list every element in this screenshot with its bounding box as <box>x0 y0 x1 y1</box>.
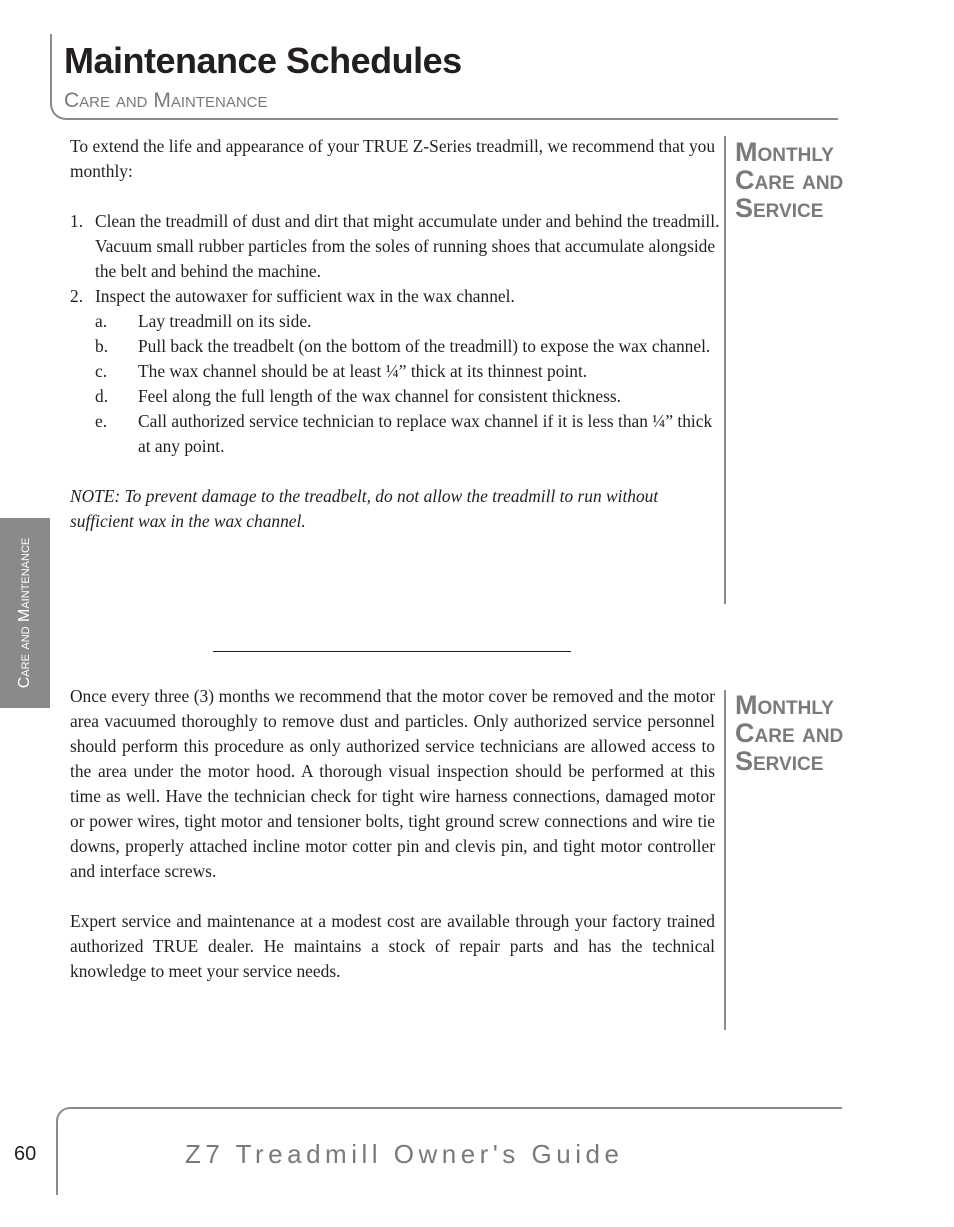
dealer-service-paragraph: Expert service and maintenance at a modest cost are available through your factory trained authorized TRUE dealer. He maintains a stock of repair parts and has the technical knowledge to meet your service needs. <box>70 911 715 981</box>
sub-list-item-text: Feel along the full length of the wax channel for consistent thickness. <box>138 386 621 406</box>
sub-list-item-text: Call authorized service technician to replace wax channel if it is less than ¼” thick at any point. <box>138 411 713 456</box>
footer-guide-title: Z7 Treadmill Owner's Guide <box>185 1139 624 1169</box>
section-monthly-rule <box>724 136 726 604</box>
page-number: 60 <box>14 1143 37 1165</box>
sub-list-item <box>70 359 720 384</box>
list-marker: 1. <box>70 211 84 231</box>
sub-list-marker: a. <box>95 311 108 331</box>
section-divider <box>213 651 571 652</box>
list-item-text: Inspect the autowaxer for sufficient wax in the wax channel. <box>95 286 515 306</box>
sub-list-item-text: Lay treadmill on its side. <box>138 311 312 331</box>
section-quarterly-rule <box>724 690 726 1030</box>
side-tab <box>0 518 50 708</box>
sub-list-marker: b. <box>95 336 109 356</box>
sub-list-item <box>70 384 720 409</box>
list-item-text: Clean the treadmill of dust and dirt that might accumulate under and behind the treadmill. Vacuum small rubber particles from the soles of running shoes that accumulate alongside the belt and behind the machine. <box>95 211 720 281</box>
wax-note: NOTE: To prevent damage to the treadbelt, do not allow the treadmill to run without sufficient wax in the wax channel. <box>70 486 659 531</box>
sub-list-marker: c. <box>95 361 108 381</box>
section-quarterly-body <box>70 684 715 984</box>
sub-list-item <box>70 409 720 459</box>
list-item <box>70 209 720 284</box>
side-tab-label: Care and Maintenance <box>16 537 33 689</box>
section-monthly-heading: Monthly Care and Service <box>735 137 844 223</box>
paragraph-spacer <box>70 884 715 909</box>
sub-list-item-text: The wax channel should be at least ¼” thick at its thinnest point. <box>138 361 588 381</box>
paragraph-spacer <box>70 459 720 484</box>
page-title: Maintenance Schedules <box>64 40 462 81</box>
sub-list-item <box>70 334 720 359</box>
sub-list-marker: d. <box>95 386 109 406</box>
list-item <box>70 284 720 309</box>
paragraph-spacer <box>70 184 720 209</box>
section-monthly-intro: To extend the life and appearance of your TRUE Z-Series treadmill, we recommend that you monthly: <box>70 136 716 181</box>
sub-list-marker: e. <box>95 411 108 431</box>
page-subtitle: Care and Maintenance <box>64 89 268 112</box>
motor-service-paragraph: Once every three (3) months we recommend that the motor cover be removed and the motor area vacuumed thoroughly to remove dust and particles. Only authorized service personnel should perform this procedure as only authorized service technicians are allowed access to the area under the motor hood. A thorough visual inspection should be performed at this time as well. Have the technician check for tight wire harness connections, damaged motor or power wires, tight motor and tensioner bolts, tight ground screw connections and wire tie downs, properly attached incline motor cotter pin and clevis pin, and tight motor controller and interface screws. <box>70 686 715 881</box>
sub-list-item <box>70 309 720 334</box>
sub-list-item-text: Pull back the treadbelt (on the bottom of the treadmill) to expose the wax channel. <box>138 336 711 356</box>
section-quarterly-heading: Monthly Care and Service <box>735 690 844 776</box>
list-marker: 2. <box>70 286 84 306</box>
section-monthly-body <box>70 134 720 534</box>
